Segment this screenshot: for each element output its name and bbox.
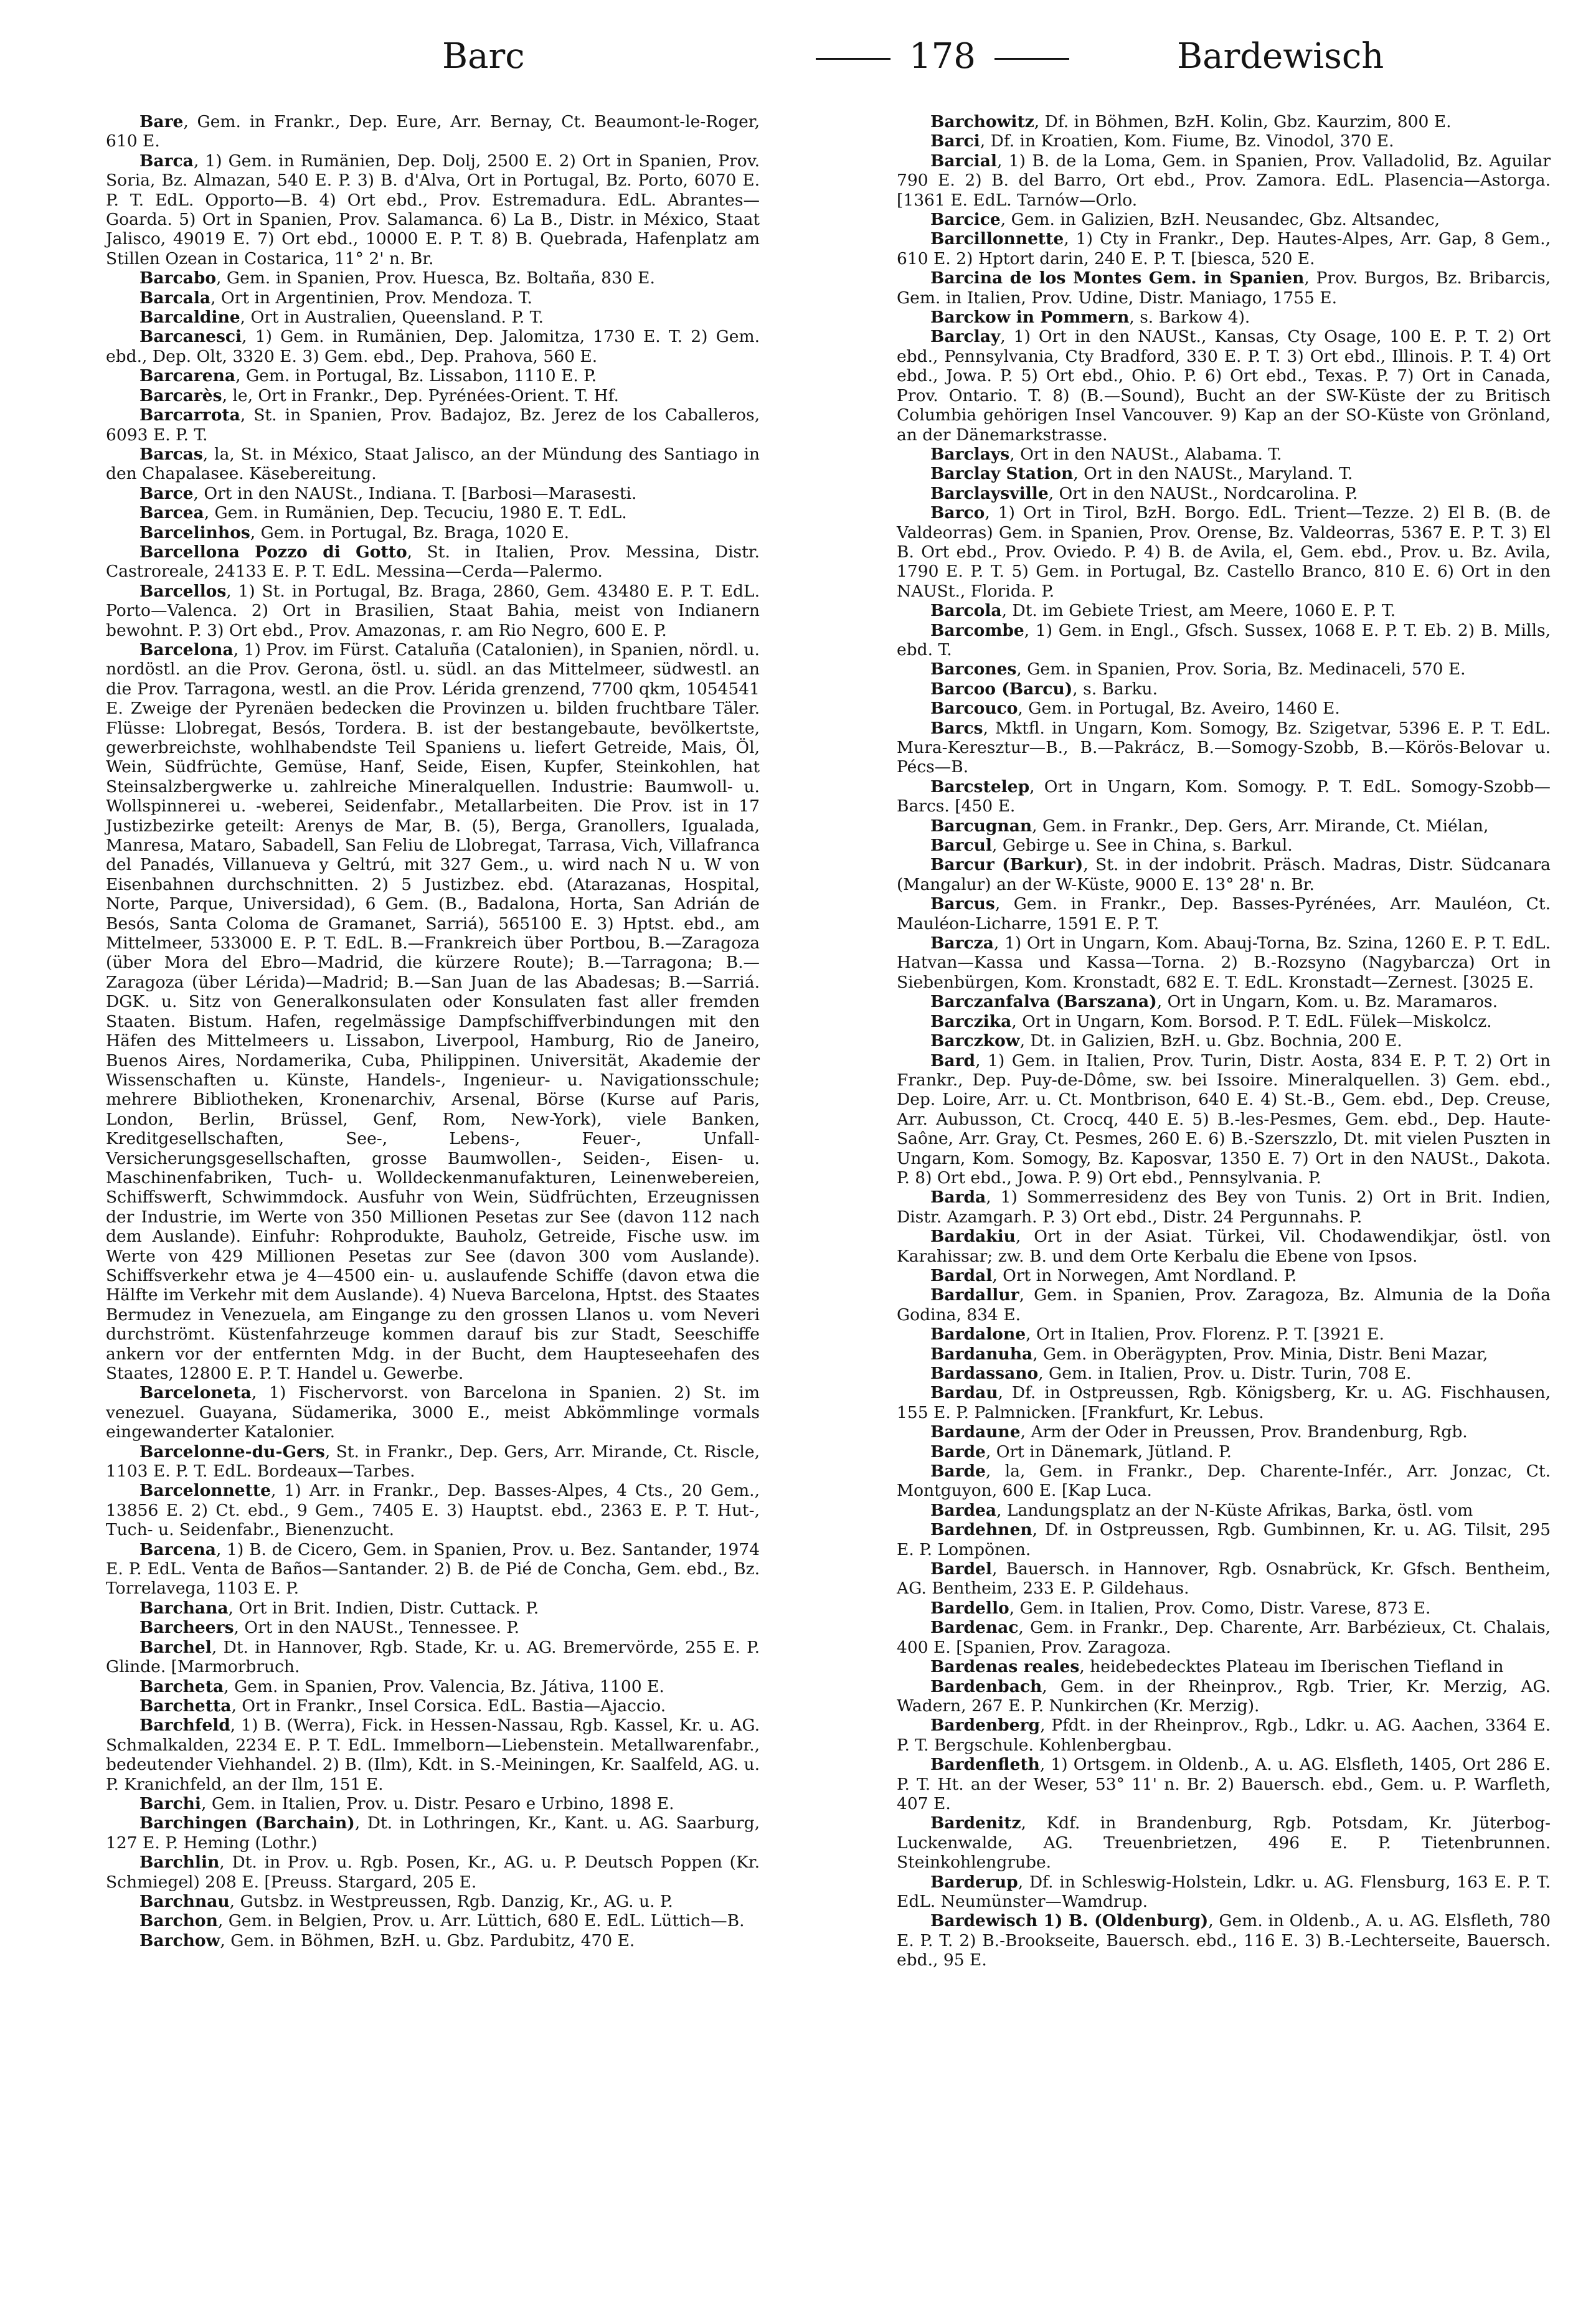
dictionary-entry: Barcaldine, Ort in Australien, Queensland. P. T. bbox=[139, 308, 544, 328]
header-right-catchword: Bardewisch bbox=[1177, 36, 1384, 77]
dictionary-entry: Barckow in Pommern, s. Barkow 4). bbox=[930, 308, 1250, 328]
dictionary-entry: Bardallur, Gem. in Spanien, Prov. Zaragoza, Bz. Almunia de la Doña Godina, 834 E. bbox=[897, 1285, 1551, 1325]
dictionary-entry: Barcillonnette, 1) Cty in Frankr., Dep. Hautes-Alpes, Arr. Gap, 8 Gem., 610 E. 2) Hptort darin, 240 E. P. T. [biesca, 520 E. bbox=[897, 229, 1551, 268]
dictionary-entry: Bardenfleth, 1) Ortsgem. in Oldenb., A. u. AG. Elsfleth, 1405, Ort 286 E. P. T. Ht. an der Weser, 53° 11' n. Br. 2) Bauersch. ebd., Gem. u. P. Warfleth, 407 E. bbox=[897, 1755, 1551, 1813]
entry-headword: Barcheta bbox=[139, 1676, 224, 1696]
dictionary-entry: Bare, Gem. in Frankr., Dep. Eure, Arr. Bernay, Ct. Beaumont-le-Roger, 610 E. bbox=[106, 112, 760, 151]
dictionary-entry: Barchfeld, 1) B. (Werra), Fick. in Hessen-Nassau, Rgb. Kassel, Kr. u. AG. Schmalkalden, 2234 E. P. T. EdL. Immelborn—Liebenstein. Metallwarenfabr., bedeutender Viehhandel. 2) B. (Ilm), Kdt. in S.-Meiningen, Kr. Saalfeld, AG. u. P. Kranichfeld, an der Ilm, 151 E. bbox=[106, 1716, 760, 1794]
entry-headword: Bardello bbox=[930, 1598, 1009, 1618]
dictionary-entry: Barcoo (Barcu), s. Barku. bbox=[930, 679, 1158, 699]
header-dash-right bbox=[994, 58, 1069, 60]
entry-headword: Bardaune bbox=[930, 1422, 1021, 1442]
header-dash-left bbox=[816, 58, 890, 60]
entry-headword: Bardehnen bbox=[930, 1520, 1032, 1540]
entry-headword: Barcabo bbox=[139, 268, 217, 288]
entry-headword: Barczika bbox=[930, 1011, 1012, 1031]
dictionary-entry: Barcina de los Montes Gem. in Spanien, Prov. Burgos, Bz. Bribarcis, Gem. in Italien, Prov. Udine, Distr. Maniago, 1755 E. bbox=[897, 268, 1551, 308]
entry-headword: Barcarès bbox=[139, 385, 222, 405]
entry-headword: Barchnau bbox=[139, 1891, 230, 1911]
dictionary-entry: Barcarès, le, Ort in Frankr., Dep. Pyrénées-Orient. T. Hf. bbox=[139, 385, 619, 405]
entry-headword: Barco bbox=[930, 503, 985, 523]
entry-headword: Barczkow bbox=[930, 1031, 1020, 1051]
entry-headword: Barcus bbox=[930, 894, 995, 914]
dictionary-entry: Bardewisch 1) B. (Oldenburg), Gem. in Oldenb., A. u. AG. Elsfleth, 780 E. P. T. 2) B.-Brookseite, Bauersch. ebd., 116 E. 3) B.-Lechterseite, Bauersch. ebd., 95 E. bbox=[897, 1911, 1551, 1970]
entry-headword: Barde bbox=[930, 1462, 986, 1481]
entry-headword: Barckow in Pommern bbox=[930, 308, 1130, 328]
dictionary-entry: Barde, Ort in Dänemark, Jütland. P. bbox=[930, 1442, 1232, 1462]
entry-headword: Barcugnan bbox=[930, 816, 1032, 836]
entry-headword: Bardanuha bbox=[930, 1344, 1033, 1364]
dictionary-entry: Bardenac, Gem. in Frankr., Dep. Charente, Arr. Barbézieux, Ct. Chalais, 400 E. [Spanien, Prov. Zaragoza. bbox=[897, 1618, 1551, 1657]
entry-headword: Bardenfleth bbox=[930, 1755, 1040, 1775]
entry-headword: Barcarena bbox=[139, 366, 236, 386]
dictionary-entry: Bardal, Ort in Norwegen, Amt Nordland. P. bbox=[930, 1265, 1297, 1285]
entry-headword: Barcstelep bbox=[930, 777, 1030, 796]
entry-headword: Barcza bbox=[930, 933, 994, 953]
entry-headword: Barcas bbox=[139, 444, 203, 464]
entry-headword: Barcul bbox=[930, 836, 992, 856]
dictionary-entry: Barcelonnette, 1) Arr. in Frankr., Dep. Basses-Alpes, 4 Cts., 20 Gem., 13856 E. 2) Ct. ebd., 9 Gem., 7405 E. 3) Hauptst. ebd., 2363 E. P. T. Hut-, Tuch- u. Seidenfabr., Bienenzucht. bbox=[106, 1481, 760, 1540]
entry-headword: Barchfeld bbox=[139, 1716, 230, 1736]
dictionary-entry: Barcs, Mktfl. in Ungarn, Kom. Somogy, Bz. Szigetvar, 5396 E. P. T. EdL. Mura-Keresztur—B., B.—Pakrácz, B.—Somogy-Szobb, B.—Körös-Belovar u. Pécs—B. bbox=[897, 718, 1551, 777]
dictionary-entry: Bard, 1) Gem. in Italien, Prov. Turin, Distr. Aosta, 834 E. P. T. 2) Ort in Frankr., Dep. Puy-de-Dôme, sw. bei Issoire. Mineralquellen. 3) Gem. ebd., Dep. Loire, Arr. u. Ct. Montbrison, 640 E. 4) St.-B., Gem. ebd., Dep. Creuse, Arr. Aubusson, Ct. Crocq, 440 E. 5) B.-les-Pesmes, Gem. ebd., Dep. Haute-Saône, Arr. Gray, Ct. Pesmes, 260 E. 6) B.-Szerszzlo, Dt. mit vielen Puszten in Ungarn, Kom. Somogy, Bz. Kaposvar, 1350 E. 7) Ort in den NAUSt., Dakota. P. 8) Ort ebd., Jowa. P. 9) Ort ebd., Pennsylvania. P. bbox=[897, 1051, 1551, 1188]
right-column bbox=[897, 112, 1551, 1970]
entry-headword: Barcheers bbox=[139, 1618, 234, 1638]
dictionary-entry: Barchi, Gem. in Italien, Prov. u. Distr. Pesaro e Urbino, 1898 E. bbox=[139, 1793, 674, 1813]
entry-headword: Barcs bbox=[930, 718, 983, 738]
entry-headword: Barcaldine bbox=[139, 308, 240, 328]
dictionary-entry: Barda, 1) Sommerresidenz des Bey von Tunis. 2) Ort in Brit. Indien, Distr. Azamgarh. P. 3) Ort ebd., Distr. 24 Pergunnahs. P. bbox=[897, 1188, 1551, 1227]
entry-headword: Barchowitz bbox=[930, 112, 1034, 131]
dictionary-entry: Barcul, Gebirge u. See in China, s. Barkul. bbox=[930, 836, 1293, 856]
entry-headword: Barceloneta bbox=[139, 1383, 252, 1403]
entry-headword: Barchingen (Barchain) bbox=[139, 1813, 355, 1833]
dictionary-entry: Barchingen (Barchain), Dt. in Lothringen, Kr., Kant. u. AG. Saarburg, 127 E. P. Heming (Lothr.) bbox=[106, 1813, 760, 1853]
dictionary-entry: Barcice, Gem. in Galizien, BzH. Neusandec, Gbz. Altsandec, bbox=[930, 210, 1440, 230]
dictionary-entry: Barcena, 1) B. de Cicero, Gem. in Spanien, Prov. u. Bez. Santander, 1974 E. P. EdL. Venta de Baños—Santander. 2) B. de Pié de Concha, Gem. ebd., Bz. Torrelavega, 1103 E. P. bbox=[106, 1539, 760, 1599]
entry-headword: Barchel bbox=[139, 1637, 212, 1657]
dictionary-entry: Barcarrota, St. in Spanien, Prov. Badajoz, Bz. Jerez de los Caballeros, 6093 E. P. T. bbox=[106, 405, 760, 445]
dictionary-entry: Barcstelep, Ort in Ungarn, Kom. Somogy. P. T. EdL. Somogy-Szobb—Barcs. [450 E. bbox=[897, 777, 1551, 816]
entry-headword: Barchlin bbox=[139, 1853, 220, 1873]
entry-headword: Bardakiu bbox=[930, 1227, 1016, 1247]
dictionary-entry: Bardanuha, Gem. in Oberägypten, Prov. Minia, Distr. Beni Mazar, bbox=[930, 1344, 1488, 1364]
dictionary-entry: Barce, Ort in den NAUSt., Indiana. T. [Barbosi—Marasesti. bbox=[139, 483, 637, 503]
entry-headword: Bardenas reales bbox=[930, 1657, 1080, 1677]
dictionary-entry: Bardello, Gem. in Italien, Prov. Como, Distr. Varese, 873 E. bbox=[930, 1598, 1431, 1618]
entry-headword: Barderup bbox=[930, 1872, 1018, 1892]
entry-headword: Bardassano bbox=[930, 1364, 1039, 1383]
entry-headword: Barcina de los Montes Gem. in Spanien bbox=[930, 268, 1305, 288]
dictionary-entry: Barderup, Df. in Schleswig-Holstein, Ldkr. u. AG. Flensburg, 163 E. P. T. EdL. Neumünster—Wamdrup. bbox=[897, 1872, 1551, 1911]
dictionary-entry: Barclaysville, Ort in den NAUSt., Nordcarolina. P. bbox=[930, 483, 1358, 503]
dictionary-entry: Barca, 1) Gem. in Rumänien, Dep. Dolj, 2500 E. 2) Ort in Spanien, Prov. Soria, Bz. Almazan, 540 E. P. 3) B. d'Alva, Ort in Portugal, Bz. Porto, 6070 E. P. T. EdL. Opporto—B. 4) Ort ebd., Prov. Estremadura. EdL. Abrantes—Goarda. 5) Ort in Spanien, Prov. Salamanca. 6) La B., Distr. in México, Staat Jalisco, 49019 E. 7) Ort ebd., 10000 E. P. T. 8) B. Quebrada, Hafenplatz am Stillen Ozean in Costarica, 11° 2' n. Br. bbox=[106, 151, 760, 268]
dictionary-entry: Barczanfalva (Barszana), Ort in Ungarn, Kom. u. Bz. Maramaros. bbox=[930, 992, 1498, 1012]
entry-headword: Barclay bbox=[930, 327, 1001, 347]
dictionary-entry: Barcus, Gem. in Frankr., Dep. Basses-Pyrénées, Arr. Mauléon, Ct. Mauléon-Licharre, 1591 E. P. T. bbox=[897, 894, 1551, 933]
dictionary-entry: Barchetta, Ort in Frankr., Insel Corsica. EdL. Bastia—Ajaccio. bbox=[139, 1696, 666, 1716]
dictionary-entry: Bardehnen, Df. in Ostpreussen, Rgb. Gumbinnen, Kr. u. AG. Tilsit, 295 E. P. Lompönen. bbox=[897, 1520, 1551, 1559]
dictionary-entry: Bardea, Landungsplatz an der N-Küste Afrikas, Barka, östl. vom bbox=[930, 1500, 1473, 1520]
entry-headword: Barcombe bbox=[930, 620, 1024, 640]
entry-headword: Bard bbox=[930, 1051, 976, 1070]
dictionary-entry: Barchnau, Gutsbz. in Westpreussen, Rgb. Danzig, Kr., AG. u. P. bbox=[139, 1891, 673, 1911]
dictionary-entry: Barcombe, 1) Gem. in Engl., Gfsch. Sussex, 1068 E. P. T. Eb. 2) B. Mills, ebd. T. bbox=[897, 620, 1551, 659]
dictionary-entry: Barczkow, Dt. in Galizien, BzH. u. Gbz. Bochnia, 200 E. bbox=[930, 1031, 1402, 1051]
dictionary-entry: Barcarena, Gem. in Portugal, Bz. Lissabon, 1110 E. P. bbox=[139, 366, 597, 386]
dictionary-entry: Bardenberg, Pfdt. in der Rheinprov., Rgb., Ldkr. u. AG. Aachen, 3364 E. P. T. Bergschule. Kohlenbergbau. bbox=[897, 1716, 1551, 1755]
entry-headword: Barclaysville bbox=[930, 483, 1049, 503]
dictionary-entry: Barco, 1) Ort in Tirol, BzH. Borgo. EdL. Trient—Tezze. 2) El B. (B. de Valdeorras) Gem. in Spanien, Prov. Orense, Bz. Valdeorras, 5367 E. P. T. 3) El B. Ort ebd., Prov. Oviedo. P. 4) B. de Avila, el, Gem. ebd., Prov. u. Bz. Avila, 1790 E. P. T. 5) Gem. in Portugal, Bz. Castello Branco, 810 E. 6) Ort in den NAUSt., Florida. P. bbox=[897, 503, 1551, 601]
dictionary-entry: Barcelonne-du-Gers, St. in Frankr., Dep. Gers, Arr. Mirande, Ct. Riscle, 1103 E. P. T. EdL. Bordeaux—Tarbes. bbox=[106, 1442, 760, 1481]
dictionary-entry: Bardel, Bauersch. in Hannover, Rgb. Osnabrück, Kr. Gfsch. Bentheim, AG. Bentheim, 233 E. P. Gildehaus. bbox=[897, 1559, 1551, 1599]
entry-headword: Barcoo (Barcu) bbox=[930, 679, 1073, 699]
entry-headword: Barcena bbox=[139, 1539, 216, 1559]
dictionary-entry: Barchlin, Dt. in Prov. u. Rgb. Posen, Kr., AG. u. P. Deutsch Poppen (Kr. Schmiegel) 208 E. [Preuss. Stargard, 205 E. bbox=[106, 1853, 760, 1892]
dictionary-entry: Bardau, Df. in Ostpreussen, Rgb. Königsberg, Kr. u. AG. Fischhausen, 155 E. P. Palmnicken. [Frankfurt, Kr. Lebus. bbox=[897, 1383, 1551, 1422]
dictionary-entry: Barcial, 1) B. de la Loma, Gem. in Spanien, Prov. Valladolid, Bz. Aguilar 790 E. 2) B. del Barro, Ort ebd., Prov. Zamora. EdL. Plasencia—Astorga. [1361 E. EdL. Tarnów—Orlo. bbox=[897, 151, 1551, 210]
entry-headword: Barce bbox=[139, 483, 194, 503]
dictionary-entry: Bardalone, Ort in Italien, Prov. Florenz. P. T. [3921 E. bbox=[930, 1325, 1384, 1344]
entry-headword: Barcola bbox=[930, 601, 1002, 621]
header-page-number bbox=[797, 36, 1088, 77]
entry-headword: Barci bbox=[930, 131, 980, 151]
dictionary-entry: Barcellos, 1) St. in Portugal, Bz. Braga, 2860, Gem. 43480 E. P. T. EdL. Porto—Valenca. 2) Ort in Brasilien, Staat Bahia, meist von Indianern bewohnt. P. 3) Ort ebd., Prov. Amazonas, r. am Rio Negro, 600 E. P. bbox=[106, 581, 760, 640]
dictionary-entry: Barchana, Ort in Brit. Indien, Distr. Cuttack. P. bbox=[139, 1598, 539, 1618]
dictionary-entry: Barclays, Ort in den NAUSt., Alabama. T. bbox=[930, 444, 1282, 464]
entry-headword: Bardel bbox=[930, 1559, 992, 1579]
dictionary-entry: Barcur (Barkur), St. in der indobrit. Präsch. Madras, Distr. Südcanara (Mangalur) an der W-Küste, 9000 E. 13° 28' n. Br. bbox=[897, 855, 1551, 894]
entry-headword: Barca bbox=[139, 151, 194, 171]
dictionary-entry: Barcones, Gem. in Spanien, Prov. Soria, Bz. Medinaceli, 570 E. bbox=[930, 659, 1466, 679]
entry-headword: Bardenberg bbox=[930, 1716, 1041, 1736]
entry-headword: Barcarrota bbox=[139, 405, 240, 425]
dictionary-entry: Bardaune, Arm der Oder in Preussen, Prov. Brandenburg, Rgb. bbox=[930, 1422, 1468, 1442]
dictionary-entry: Barcelinhos, Gem. in Portugal, Bz. Braga, 1020 E. bbox=[139, 522, 570, 542]
dictionary-entry: Barclay, 1) Ort in den NAUSt., Kansas, Cty Osage, 100 E. P. T. 2) Ort ebd., Pennsylvania, Cty Bradford, 330 E. P. T. 3) Ort ebd., Illinois. P. T. 4) Ort ebd., Jowa. P. 5) Ort ebd., Ohio. P. 6) Ort ebd., Texas. P. 7) Ort in Canada, Prov. Ontario. T. 8) (B.—Sound), Bucht an der SW-Küste der zu Britisch Columbia gehörigen Insel Vancouver. 9) Kap an der SO-Küste von Grönland, an der Dänemarkstrasse. bbox=[897, 327, 1551, 445]
entry-headword: Barcala bbox=[139, 288, 211, 308]
entry-headword: Barczanfalva (Barszana) bbox=[930, 992, 1157, 1012]
dictionary-entry: Barcugnan, Gem. in Frankr., Dep. Gers, Arr. Mirande, Ct. Miélan, bbox=[930, 816, 1489, 836]
dictionary-entry: Bardakiu, Ort in der Asiat. Türkei, Vil. Chodawendikjar, östl. von Karahissar; zw. B. und dem Orte Kerbalu die Ebene von Ipsos. bbox=[897, 1227, 1551, 1266]
entry-headword: Bardenbach bbox=[930, 1676, 1042, 1696]
dictionary-entry: Bardenbach, Gem. in der Rheinprov., Rgb. Trier, Kr. Merzig, AG. Wadern, 267 E. P. Nunkirchen (Kr. Merzig). bbox=[897, 1676, 1551, 1716]
entry-headword: Barcillonnette bbox=[930, 229, 1064, 249]
dictionary-entry: Barcala, Ort in Argentinien, Prov. Mendoza. T. bbox=[139, 288, 532, 308]
entry-headword: Barcial bbox=[930, 151, 997, 171]
page-number: 178 bbox=[909, 36, 976, 77]
dictionary-entry: Barcanesci, 1) Gem. in Rumänien, Dep. Jalomitza, 1730 E. T. 2) Gem. ebd., Dep. Olt, 3320 E. 3) Gem. ebd., Dep. Prahova, 560 E. bbox=[106, 327, 760, 366]
dictionary-entry: Barclay Station, Ort in den NAUSt., Maryland. T. bbox=[930, 464, 1353, 484]
entry-headword: Bardallur bbox=[930, 1285, 1019, 1305]
dictionary-entry: Barcza, 1) Ort in Ungarn, Kom. Abauj-Torna, Bz. Szina, 1260 E. P. T. EdL. Hatvan—Kassa und Kassa—Torna. 2) B.-Rozsyno (Nagybarcza) Ort in Siebenbürgen, Kom. Kronstadt, 682 E. T. EdL. Kronstadt—Zernest. [3025 E. bbox=[897, 933, 1551, 992]
entry-headword: Barcice bbox=[930, 210, 1001, 230]
entry-headword: Bardea bbox=[930, 1500, 997, 1520]
dictionary-entry: Barcellona Pozzo di Gotto, St. in Italien, Prov. Messina, Distr. Castroreale, 24133 E. P. T. EdL. Messina—Cerda—Palermo. bbox=[106, 542, 760, 582]
dictionary-entry: Barcabo, Gem. in Spanien, Prov. Huesca, Bz. Boltaña, 830 E. bbox=[139, 268, 655, 288]
entry-headword: Barde bbox=[930, 1442, 986, 1462]
entry-headword: Barcones bbox=[930, 659, 1017, 679]
dictionary-entry: Barcea, Gem. in Rumänien, Dep. Tecuciu, 1980 E. T. EdL. bbox=[139, 503, 627, 523]
entry-headword: Barclay Station bbox=[930, 464, 1074, 484]
entry-headword: Barchana bbox=[139, 1598, 229, 1618]
dictionary-entry: Bardenas reales, heidebedecktes Plateau im Iberischen Tiefland in bbox=[930, 1657, 1504, 1677]
dictionary-entry: Bardenitz, Kdf. in Brandenburg, Rgb. Potsdam, Kr. Jüterbog-Luckenwalde, AG. Treuenbrietzen, 496 E. P. Tietenbrunnen. Steinkohlengrube. bbox=[897, 1813, 1551, 1873]
entry-headword: Bardal bbox=[930, 1265, 993, 1285]
dictionary-entry: Barci, Df. in Kroatien, Kom. Fiume, Bz. Vinodol, 370 E. bbox=[930, 131, 1394, 151]
entry-headword: Barchetta bbox=[139, 1696, 232, 1716]
entry-headword: Barcelonne-du-Gers bbox=[139, 1442, 325, 1462]
dictionary-entry: Barcheta, Gem. in Spanien, Prov. Valencia, Bz. Játiva, 1100 E. bbox=[139, 1676, 664, 1696]
dictionary-entry: Barczika, Ort in Ungarn, Kom. Borsod. P. T. EdL. Fülek—Miskolcz. bbox=[930, 1011, 1492, 1031]
dictionary-entry: Barcouco, Gem. in Portugal, Bz. Aveiro, 1460 E. bbox=[930, 699, 1340, 719]
dictionary-entry: Barchon, Gem. in Belgien, Prov. u. Arr. Lüttich, 680 E. EdL. Lüttich—B. bbox=[139, 1911, 745, 1931]
page-header bbox=[93, 36, 1480, 92]
entry-headword: Bardau bbox=[930, 1383, 998, 1403]
entry-headword: Barcelonnette bbox=[139, 1481, 272, 1501]
entry-headword: Barcouco bbox=[930, 699, 1018, 719]
entry-headword: Barcelinhos bbox=[139, 522, 250, 542]
entry-headword: Barcur (Barkur) bbox=[930, 855, 1084, 875]
dictionary-entry: Barchow, Gem. in Böhmen, BzH. u. Gbz. Pardubitz, 470 E. bbox=[139, 1930, 635, 1950]
dictionary-entry: Barchowitz, Df. in Böhmen, BzH. Kolin, Gbz. Kaurzim, 800 E. bbox=[930, 112, 1452, 131]
entry-headword: Barcelona bbox=[139, 640, 234, 659]
entry-headword: Barcea bbox=[139, 503, 204, 523]
entry-headword: Barchi bbox=[139, 1793, 201, 1813]
dictionary-entry: Barde, la, Gem. in Frankr., Dep. Charente-Infér., Arr. Jonzac, Ct. Montguyon, 600 E. [Kap Luca. bbox=[897, 1462, 1551, 1501]
header-left-catchword: Barc bbox=[442, 36, 525, 77]
dictionary-entry: Barcelona, 1) Prov. im Fürst. Cataluña (Catalonien), in Spanien, nördl. u. nordöstl. an die Prov. Gerona, östl. u. südl. an das Mittelmeer, südwestl. an die Prov. Tarragona, westl. an die Prov. Lérida grenzend, 7700 qkm, 1054541 E. Zweige der Pyrenäen bedecken die Provinzen u. bilden fruchtbare Täler. Flüsse: Llobregat, Besós, Tordera. B. ist der bestangebaute, bevölkertste, gewerbreichste, wohlhabendste Teil Spaniens u. liefert Getreide, Mais, Öl, Wein, Südfrüchte, Gemüse, Hanf, Seide, Eisen, Kupfer, Steinkohlen, hat Steinsalzbergwerke u. zahlreiche Mineralquellen. Industrie: Baumwoll- u. Wollspinnerei u. -weberei, Seidenfabr., Metallarbeiten. Die Prov. ist in 17 Justizbezirke geteilt: Arenys de Mar, B. (5), Berga, Granollers, Igualada, Manresa, Mataro, Sabadell, San Feliu de Llobregat, Tarrasa, Vich, Villafranca del Panadés, Villanueva y Geltrú, mit 327 Gem., u. wird nach N u. W von Eisenbahnen durchschnitten. 2) 5 Justizbez. ebd. (Atarazanas, Hospital, Norte, Parque, Universidad), 6 Gem. (B., Badalona, Horta, San Adrián de Besós, Santa Coloma de Gramanet, Sarriá), 565100 E. 3) Hptst. ebd., am Mittelmeer, 533000 E. P. T. EdL. B.—Frankreich über Portbou, B.—Zaragoza (über Mora del Ebro—Madrid, die kürzere Route); B.—Tarragona; B.—Zaragoza (über Lérida)—Madrid; B.—San Juan de las Abadesas; B.—Sarriá. DGK. u. Sitz von Generalkonsulaten oder Konsulaten fast aller fremden Staaten. Bistum. Hafen, regelmässige Dampfschiffverbindungen mit den Häfen des Mittelmeers u. Lissabon, Liverpool, Hamburg, Rio de Janeiro, Buenos Aires, Nordamerika, Cuba, Philippinen. Universität, Akademie der Wissenschaften u. Künste, Handels-, Ingenieur- u. Navigationsschule; mehrere Bibliotheken, Kronenarchiv, Arsenal, Börse (Kurse auf Paris, London, Berlin, Brüssel, Genf, Rom, New-York), viele Banken, Kreditgesellschaften, See-, Lebens-, Feuer-, Unfall-Versicherungsgesellschaften, grosse Baumwollen-, Seiden-, Eisen- u. Maschinenfabriken, Tuch- u. Wolldeckenmanufakturen, Leinenwebereien, Schiffswerft, Schwimmdock. Ausfuhr von Wein, Südfrüchten, Erzeugnissen der Industrie, im Werte von 350 Millionen Pesetas zur See (davon 112 nach dem Auslande). Einfuhr: Rohprodukte, Bauholz, Getreide, Fische usw. im Werte von 429 Millionen Pesetas zur See (davon 300 vom Auslande). Schiffsverkehr etwa je 4—4500 ein- u. auslaufende Schiffe (davon etwa die Hälfte im Verkehr mit dem Auslande). 4) Nueva Barcelona, Hptst. des Staates Bermudez in Venezuela, am Eingange zu den grossen Llanos u. vom Neveri durchströmt. Küstenfahrzeuge kommen darauf bis zur Stadt, Seeschiffe ankern vor der entfernten Mdg. in der Bucht, dem Haupteseehafen des Staates, 12800 E. P. T. Handel u. Gewerbe. bbox=[106, 640, 760, 1383]
entry-headword: Bardenac bbox=[930, 1618, 1019, 1638]
entry-headword: Barcellos bbox=[139, 581, 227, 601]
dictionary-entry: Bardassano, Gem. in Italien, Prov. u. Distr. Turin, 708 E. bbox=[930, 1364, 1412, 1383]
dictionary-entry: Barchel, Dt. in Hannover, Rgb. Stade, Kr. u. AG. Bremervörde, 255 E. P. Glinde. [Marmorbruch. bbox=[106, 1637, 760, 1677]
entry-headword: Bardenitz bbox=[930, 1813, 1021, 1833]
entry-headword: Barcanesci bbox=[139, 327, 242, 347]
entry-headword: Barchow bbox=[139, 1930, 220, 1950]
entry-headword: Barclays bbox=[930, 444, 1010, 464]
entry-headword: Bare bbox=[139, 112, 184, 131]
dictionary-entry: Barcas, la, St. in México, Staat Jalisco, an der Mündung des Santiago in den Chapalasee. Käsebereitung. bbox=[106, 444, 760, 484]
entry-headword: Barcellona Pozzo di Gotto bbox=[139, 542, 407, 562]
entry-headword: Barda bbox=[930, 1188, 986, 1207]
entry-headword: Barchon bbox=[139, 1911, 218, 1931]
dictionary-entry: Barcola, Dt. im Gebiete Triest, am Meere, 1060 E. P. T. bbox=[930, 601, 1396, 621]
entry-headword: Bardewisch 1) B. (Oldenburg) bbox=[930, 1911, 1209, 1931]
dictionary-entry: Barceloneta, 1) Fischervorst. von Barcelona in Spanien. 2) St. im venezuel. Guayana, Südamerika, 3000 E., meist Abkömmlinge vormals eingewanderter Katalonier. bbox=[106, 1383, 760, 1442]
dictionary-entry: Barcheers, Ort in den NAUSt., Tennessee. P. bbox=[139, 1618, 520, 1638]
left-column bbox=[106, 112, 760, 1950]
entry-headword: Bardalone bbox=[930, 1325, 1026, 1344]
